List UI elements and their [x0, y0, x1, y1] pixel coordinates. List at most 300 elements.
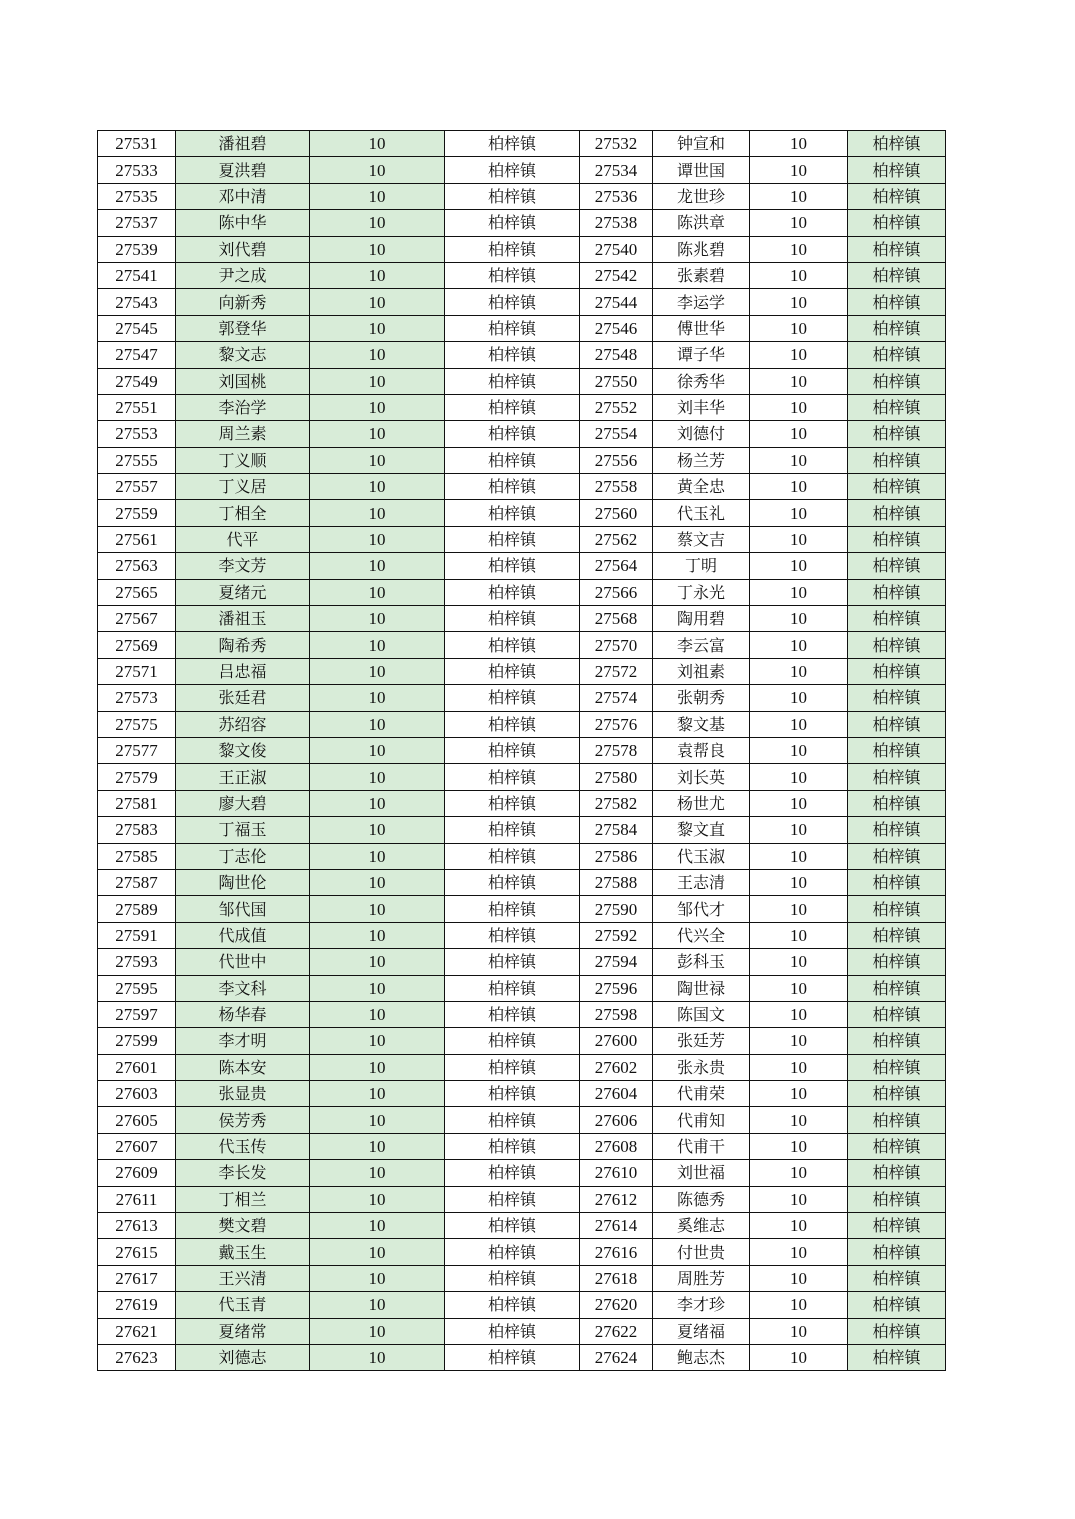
left-record-name-cell: 刘国桃 — [176, 368, 310, 394]
right-record-town-cell: 柏梓镇 — [848, 236, 946, 262]
right-record-name-cell: 代甫荣 — [653, 1081, 750, 1107]
right-record-id-cell: 27612 — [580, 1186, 653, 1212]
right-record-name-cell: 李运学 — [653, 289, 750, 315]
right-record-id-cell: 27604 — [580, 1081, 653, 1107]
right-record-id-cell: 27558 — [580, 474, 653, 500]
right-record-id-cell: 27576 — [580, 711, 653, 737]
left-record-id-cell: 27607 — [98, 1133, 176, 1159]
left-record-id-cell: 27611 — [98, 1186, 176, 1212]
right-record-town-cell: 柏梓镇 — [848, 843, 946, 869]
left-record-amount-cell: 10 — [310, 1081, 445, 1107]
right-record-name-cell: 龙世珍 — [653, 183, 750, 209]
left-record-name-cell: 代世中 — [176, 949, 310, 975]
right-record-id-cell: 27532 — [580, 131, 653, 157]
right-record-id-cell: 27590 — [580, 896, 653, 922]
left-record-amount-cell: 10 — [310, 474, 445, 500]
left-record-name-cell: 陶希秀 — [176, 632, 310, 658]
left-record-name-cell: 黎文俊 — [176, 737, 310, 763]
left-record-name-cell: 郭登华 — [176, 315, 310, 341]
left-record-name-cell: 邓中清 — [176, 183, 310, 209]
left-record-town-cell: 柏梓镇 — [445, 447, 580, 473]
table-row — [98, 553, 946, 579]
table-row — [98, 342, 946, 368]
left-record-amount-cell: 10 — [310, 236, 445, 262]
table-row — [98, 896, 946, 922]
left-record-town-cell: 柏梓镇 — [445, 526, 580, 552]
right-record-name-cell: 张廷芳 — [653, 1028, 750, 1054]
left-record-town-cell: 柏梓镇 — [445, 843, 580, 869]
right-record-name-cell: 刘世福 — [653, 1160, 750, 1186]
left-record-town-cell: 柏梓镇 — [445, 1107, 580, 1133]
table-row — [98, 131, 946, 157]
left-record-amount-cell: 10 — [310, 1292, 445, 1318]
right-record-name-cell: 钟宣和 — [653, 131, 750, 157]
right-record-id-cell: 27534 — [580, 157, 653, 183]
right-record-name-cell: 代玉淑 — [653, 843, 750, 869]
right-record-amount-cell: 10 — [750, 632, 848, 658]
left-record-name-cell: 陈本安 — [176, 1054, 310, 1080]
left-record-town-cell: 柏梓镇 — [445, 817, 580, 843]
right-record-town-cell: 柏梓镇 — [848, 1318, 946, 1344]
table-row — [98, 262, 946, 288]
left-record-town-cell: 柏梓镇 — [445, 1213, 580, 1239]
right-record-id-cell: 27550 — [580, 368, 653, 394]
left-record-town-cell: 柏梓镇 — [445, 1344, 580, 1370]
right-record-name-cell: 谭世国 — [653, 157, 750, 183]
right-record-id-cell: 27586 — [580, 843, 653, 869]
left-record-id-cell: 27569 — [98, 632, 176, 658]
right-record-id-cell: 27548 — [580, 342, 653, 368]
left-record-town-cell: 柏梓镇 — [445, 1239, 580, 1265]
right-record-amount-cell: 10 — [750, 447, 848, 473]
right-record-town-cell: 柏梓镇 — [848, 1001, 946, 1027]
right-record-name-cell: 陶世禄 — [653, 975, 750, 1001]
right-record-town-cell: 柏梓镇 — [848, 1107, 946, 1133]
left-record-name-cell: 向新秀 — [176, 289, 310, 315]
right-record-amount-cell: 10 — [750, 526, 848, 552]
left-record-amount-cell: 10 — [310, 922, 445, 948]
right-record-name-cell: 夏绪福 — [653, 1318, 750, 1344]
left-record-id-cell: 27551 — [98, 394, 176, 420]
right-record-name-cell: 奚维志 — [653, 1213, 750, 1239]
table-row — [98, 1028, 946, 1054]
left-record-id-cell: 27557 — [98, 474, 176, 500]
right-record-id-cell: 27598 — [580, 1001, 653, 1027]
right-record-name-cell: 张素碧 — [653, 262, 750, 288]
right-record-amount-cell: 10 — [750, 658, 848, 684]
left-record-id-cell: 27615 — [98, 1239, 176, 1265]
right-record-name-cell: 刘丰华 — [653, 394, 750, 420]
right-record-town-cell: 柏梓镇 — [848, 526, 946, 552]
left-record-id-cell: 27531 — [98, 131, 176, 157]
left-record-id-cell: 27533 — [98, 157, 176, 183]
right-record-amount-cell: 10 — [750, 500, 848, 526]
right-record-name-cell: 张朝秀 — [653, 685, 750, 711]
left-record-amount-cell: 10 — [310, 1054, 445, 1080]
left-record-name-cell: 苏绍容 — [176, 711, 310, 737]
left-record-name-cell: 尹之成 — [176, 262, 310, 288]
right-record-name-cell: 陶用碧 — [653, 606, 750, 632]
left-record-amount-cell: 10 — [310, 579, 445, 605]
table-row — [98, 790, 946, 816]
left-record-id-cell: 27579 — [98, 764, 176, 790]
table-row — [98, 737, 946, 763]
left-record-id-cell: 27571 — [98, 658, 176, 684]
table-row — [98, 869, 946, 895]
left-record-id-cell: 27555 — [98, 447, 176, 473]
right-record-id-cell: 27566 — [580, 579, 653, 605]
table-row — [98, 1001, 946, 1027]
right-record-town-cell: 柏梓镇 — [848, 131, 946, 157]
table-row — [98, 1107, 946, 1133]
left-record-id-cell: 27567 — [98, 606, 176, 632]
left-record-id-cell: 27549 — [98, 368, 176, 394]
left-record-name-cell: 樊文碧 — [176, 1213, 310, 1239]
right-record-amount-cell: 10 — [750, 1133, 848, 1159]
table-row — [98, 157, 946, 183]
right-record-town-cell: 柏梓镇 — [848, 1054, 946, 1080]
right-record-name-cell: 陈洪章 — [653, 210, 750, 236]
left-record-id-cell: 27613 — [98, 1213, 176, 1239]
right-record-id-cell: 27568 — [580, 606, 653, 632]
left-record-town-cell: 柏梓镇 — [445, 421, 580, 447]
left-record-amount-cell: 10 — [310, 1213, 445, 1239]
right-record-amount-cell: 10 — [750, 183, 848, 209]
right-record-town-cell: 柏梓镇 — [848, 289, 946, 315]
right-record-amount-cell: 10 — [750, 869, 848, 895]
right-record-name-cell: 付世贵 — [653, 1239, 750, 1265]
right-record-town-cell: 柏梓镇 — [848, 1081, 946, 1107]
left-record-town-cell: 柏梓镇 — [445, 183, 580, 209]
table-row — [98, 632, 946, 658]
right-record-town-cell: 柏梓镇 — [848, 315, 946, 341]
left-record-id-cell: 27541 — [98, 262, 176, 288]
right-record-town-cell: 柏梓镇 — [848, 711, 946, 737]
left-record-name-cell: 陶世伦 — [176, 869, 310, 895]
right-record-town-cell: 柏梓镇 — [848, 210, 946, 236]
left-record-id-cell: 27591 — [98, 922, 176, 948]
left-record-town-cell: 柏梓镇 — [445, 896, 580, 922]
right-record-amount-cell: 10 — [750, 764, 848, 790]
left-record-town-cell: 柏梓镇 — [445, 922, 580, 948]
left-record-id-cell: 27599 — [98, 1028, 176, 1054]
left-record-name-cell: 夏绪常 — [176, 1318, 310, 1344]
right-record-id-cell: 27606 — [580, 1107, 653, 1133]
right-record-amount-cell: 10 — [750, 553, 848, 579]
left-record-name-cell: 丁福玉 — [176, 817, 310, 843]
right-record-amount-cell: 10 — [750, 843, 848, 869]
right-record-amount-cell: 10 — [750, 236, 848, 262]
left-record-amount-cell: 10 — [310, 1318, 445, 1344]
table-row — [98, 1213, 946, 1239]
left-record-id-cell: 27561 — [98, 526, 176, 552]
right-record-name-cell: 刘祖素 — [653, 658, 750, 684]
right-record-town-cell: 柏梓镇 — [848, 1239, 946, 1265]
right-record-id-cell: 27614 — [580, 1213, 653, 1239]
left-record-town-cell: 柏梓镇 — [445, 1265, 580, 1291]
right-record-amount-cell: 10 — [750, 896, 848, 922]
right-record-name-cell: 傅世华 — [653, 315, 750, 341]
right-record-id-cell: 27584 — [580, 817, 653, 843]
left-record-town-cell: 柏梓镇 — [445, 1292, 580, 1318]
left-record-amount-cell: 10 — [310, 342, 445, 368]
left-record-amount-cell: 10 — [310, 183, 445, 209]
table-row — [98, 1133, 946, 1159]
right-record-town-cell: 柏梓镇 — [848, 183, 946, 209]
right-record-town-cell: 柏梓镇 — [848, 447, 946, 473]
left-record-town-cell: 柏梓镇 — [445, 975, 580, 1001]
right-record-name-cell: 彭科玉 — [653, 949, 750, 975]
right-record-amount-cell: 10 — [750, 922, 848, 948]
table-row — [98, 236, 946, 262]
right-record-town-cell: 柏梓镇 — [848, 157, 946, 183]
left-record-id-cell: 27601 — [98, 1054, 176, 1080]
right-record-town-cell: 柏梓镇 — [848, 474, 946, 500]
table-row — [98, 843, 946, 869]
left-record-town-cell: 柏梓镇 — [445, 315, 580, 341]
right-record-amount-cell: 10 — [750, 1081, 848, 1107]
right-record-name-cell: 鲍志杰 — [653, 1344, 750, 1370]
right-record-town-cell: 柏梓镇 — [848, 922, 946, 948]
right-record-id-cell: 27536 — [580, 183, 653, 209]
left-record-amount-cell: 10 — [310, 1239, 445, 1265]
right-record-name-cell: 杨兰芳 — [653, 447, 750, 473]
left-record-town-cell: 柏梓镇 — [445, 632, 580, 658]
right-record-name-cell: 丁明 — [653, 553, 750, 579]
right-record-amount-cell: 10 — [750, 1239, 848, 1265]
left-record-town-cell: 柏梓镇 — [445, 1054, 580, 1080]
right-record-id-cell: 27552 — [580, 394, 653, 420]
left-record-name-cell: 张显贵 — [176, 1081, 310, 1107]
left-record-id-cell: 27621 — [98, 1318, 176, 1344]
right-record-id-cell: 27542 — [580, 262, 653, 288]
table-row — [98, 183, 946, 209]
table-row — [98, 606, 946, 632]
left-record-amount-cell: 10 — [310, 210, 445, 236]
right-record-town-cell: 柏梓镇 — [848, 368, 946, 394]
table-row — [98, 500, 946, 526]
left-record-town-cell: 柏梓镇 — [445, 1001, 580, 1027]
table-row — [98, 447, 946, 473]
right-record-id-cell: 27570 — [580, 632, 653, 658]
right-record-amount-cell: 10 — [750, 737, 848, 763]
right-record-name-cell: 蔡文吉 — [653, 526, 750, 552]
left-record-name-cell: 代玉青 — [176, 1292, 310, 1318]
left-record-id-cell: 27583 — [98, 817, 176, 843]
right-record-town-cell: 柏梓镇 — [848, 658, 946, 684]
right-record-town-cell: 柏梓镇 — [848, 342, 946, 368]
left-record-town-cell: 柏梓镇 — [445, 606, 580, 632]
right-record-amount-cell: 10 — [750, 315, 848, 341]
right-record-name-cell: 袁帮良 — [653, 737, 750, 763]
left-record-amount-cell: 10 — [310, 949, 445, 975]
records-table — [97, 130, 946, 1371]
right-record-id-cell: 27546 — [580, 315, 653, 341]
right-record-name-cell: 丁永光 — [653, 579, 750, 605]
right-record-town-cell: 柏梓镇 — [848, 1292, 946, 1318]
left-record-name-cell: 戴玉生 — [176, 1239, 310, 1265]
left-record-town-cell: 柏梓镇 — [445, 500, 580, 526]
left-record-id-cell: 27553 — [98, 421, 176, 447]
left-record-amount-cell: 10 — [310, 131, 445, 157]
left-record-amount-cell: 10 — [310, 606, 445, 632]
right-record-name-cell: 黄全忠 — [653, 474, 750, 500]
left-record-amount-cell: 10 — [310, 368, 445, 394]
table-row — [98, 922, 946, 948]
right-record-town-cell: 柏梓镇 — [848, 737, 946, 763]
right-record-name-cell: 陈兆碧 — [653, 236, 750, 262]
right-record-id-cell: 27602 — [580, 1054, 653, 1080]
table-row — [98, 394, 946, 420]
left-record-town-cell: 柏梓镇 — [445, 157, 580, 183]
right-record-town-cell: 柏梓镇 — [848, 949, 946, 975]
right-record-id-cell: 27538 — [580, 210, 653, 236]
table-row — [98, 711, 946, 737]
right-record-town-cell: 柏梓镇 — [848, 764, 946, 790]
right-record-amount-cell: 10 — [750, 685, 848, 711]
left-record-name-cell: 侯芳秀 — [176, 1107, 310, 1133]
right-record-town-cell: 柏梓镇 — [848, 553, 946, 579]
left-record-id-cell: 27575 — [98, 711, 176, 737]
right-record-id-cell: 27596 — [580, 975, 653, 1001]
left-record-town-cell: 柏梓镇 — [445, 1133, 580, 1159]
right-record-town-cell: 柏梓镇 — [848, 975, 946, 1001]
right-record-amount-cell: 10 — [750, 1318, 848, 1344]
right-record-town-cell: 柏梓镇 — [848, 1213, 946, 1239]
right-record-town-cell: 柏梓镇 — [848, 1186, 946, 1212]
left-record-id-cell: 27609 — [98, 1160, 176, 1186]
right-record-town-cell: 柏梓镇 — [848, 817, 946, 843]
left-record-id-cell: 27539 — [98, 236, 176, 262]
left-record-town-cell: 柏梓镇 — [445, 579, 580, 605]
right-record-id-cell: 27554 — [580, 421, 653, 447]
table-row — [98, 421, 946, 447]
records-table-body — [98, 131, 946, 1371]
right-record-name-cell: 代兴全 — [653, 922, 750, 948]
left-record-id-cell: 27619 — [98, 1292, 176, 1318]
right-record-id-cell: 27556 — [580, 447, 653, 473]
left-record-town-cell: 柏梓镇 — [445, 1186, 580, 1212]
left-record-town-cell: 柏梓镇 — [445, 1160, 580, 1186]
right-record-name-cell: 谭子华 — [653, 342, 750, 368]
left-record-amount-cell: 10 — [310, 1344, 445, 1370]
table-row — [98, 817, 946, 843]
left-record-amount-cell: 10 — [310, 157, 445, 183]
left-record-amount-cell: 10 — [310, 843, 445, 869]
right-record-amount-cell: 10 — [750, 1028, 848, 1054]
left-record-id-cell: 27589 — [98, 896, 176, 922]
left-record-amount-cell: 10 — [310, 711, 445, 737]
right-record-id-cell: 27540 — [580, 236, 653, 262]
left-record-id-cell: 27617 — [98, 1265, 176, 1291]
left-record-id-cell: 27587 — [98, 869, 176, 895]
right-record-amount-cell: 10 — [750, 289, 848, 315]
right-record-id-cell: 27574 — [580, 685, 653, 711]
left-record-name-cell: 刘代碧 — [176, 236, 310, 262]
table-row — [98, 975, 946, 1001]
right-record-id-cell: 27582 — [580, 790, 653, 816]
right-record-town-cell: 柏梓镇 — [848, 896, 946, 922]
right-record-id-cell: 27592 — [580, 922, 653, 948]
right-record-id-cell: 27624 — [580, 1344, 653, 1370]
right-record-amount-cell: 10 — [750, 1054, 848, 1080]
left-record-id-cell: 27535 — [98, 183, 176, 209]
right-record-name-cell: 徐秀华 — [653, 368, 750, 394]
table-row — [98, 1054, 946, 1080]
right-record-id-cell: 27600 — [580, 1028, 653, 1054]
right-record-town-cell: 柏梓镇 — [848, 1028, 946, 1054]
left-record-name-cell: 李才明 — [176, 1028, 310, 1054]
table-row — [98, 1292, 946, 1318]
left-record-town-cell: 柏梓镇 — [445, 949, 580, 975]
right-record-id-cell: 27620 — [580, 1292, 653, 1318]
right-record-name-cell: 陈国文 — [653, 1001, 750, 1027]
right-record-id-cell: 27560 — [580, 500, 653, 526]
right-record-id-cell: 27594 — [580, 949, 653, 975]
table-row — [98, 1160, 946, 1186]
left-record-amount-cell: 10 — [310, 975, 445, 1001]
left-record-amount-cell: 10 — [310, 262, 445, 288]
left-record-id-cell: 27543 — [98, 289, 176, 315]
right-record-town-cell: 柏梓镇 — [848, 685, 946, 711]
right-record-name-cell: 李云富 — [653, 632, 750, 658]
left-record-name-cell: 王正淑 — [176, 764, 310, 790]
left-record-town-cell: 柏梓镇 — [445, 790, 580, 816]
left-record-amount-cell: 10 — [310, 1107, 445, 1133]
left-record-town-cell: 柏梓镇 — [445, 1318, 580, 1344]
left-record-id-cell: 27547 — [98, 342, 176, 368]
left-record-amount-cell: 10 — [310, 421, 445, 447]
left-record-town-cell: 柏梓镇 — [445, 236, 580, 262]
right-record-id-cell: 27610 — [580, 1160, 653, 1186]
left-record-amount-cell: 10 — [310, 737, 445, 763]
right-record-amount-cell: 10 — [750, 368, 848, 394]
right-record-id-cell: 27572 — [580, 658, 653, 684]
left-record-amount-cell: 10 — [310, 1133, 445, 1159]
right-record-town-cell: 柏梓镇 — [848, 632, 946, 658]
right-record-id-cell: 27588 — [580, 869, 653, 895]
right-record-amount-cell: 10 — [750, 1213, 848, 1239]
left-record-town-cell: 柏梓镇 — [445, 764, 580, 790]
left-record-name-cell: 刘德志 — [176, 1344, 310, 1370]
table-row — [98, 315, 946, 341]
right-record-amount-cell: 10 — [750, 711, 848, 737]
right-record-id-cell: 27544 — [580, 289, 653, 315]
left-record-amount-cell: 10 — [310, 1160, 445, 1186]
left-record-id-cell: 27573 — [98, 685, 176, 711]
left-record-amount-cell: 10 — [310, 817, 445, 843]
left-record-name-cell: 丁相全 — [176, 500, 310, 526]
right-record-id-cell: 27580 — [580, 764, 653, 790]
right-record-name-cell: 周胜芳 — [653, 1265, 750, 1291]
left-record-town-cell: 柏梓镇 — [445, 131, 580, 157]
left-record-amount-cell: 10 — [310, 896, 445, 922]
right-record-name-cell: 代甫干 — [653, 1133, 750, 1159]
right-record-amount-cell: 10 — [750, 262, 848, 288]
left-record-town-cell: 柏梓镇 — [445, 869, 580, 895]
left-record-name-cell: 杨华春 — [176, 1001, 310, 1027]
left-record-amount-cell: 10 — [310, 553, 445, 579]
right-record-id-cell: 27608 — [580, 1133, 653, 1159]
left-record-id-cell: 27603 — [98, 1081, 176, 1107]
right-record-name-cell: 邹代才 — [653, 896, 750, 922]
right-record-amount-cell: 10 — [750, 157, 848, 183]
right-record-amount-cell: 10 — [750, 1186, 848, 1212]
left-record-name-cell: 吕忠福 — [176, 658, 310, 684]
right-record-amount-cell: 10 — [750, 1160, 848, 1186]
left-record-name-cell: 夏洪碧 — [176, 157, 310, 183]
table-row — [98, 1318, 946, 1344]
